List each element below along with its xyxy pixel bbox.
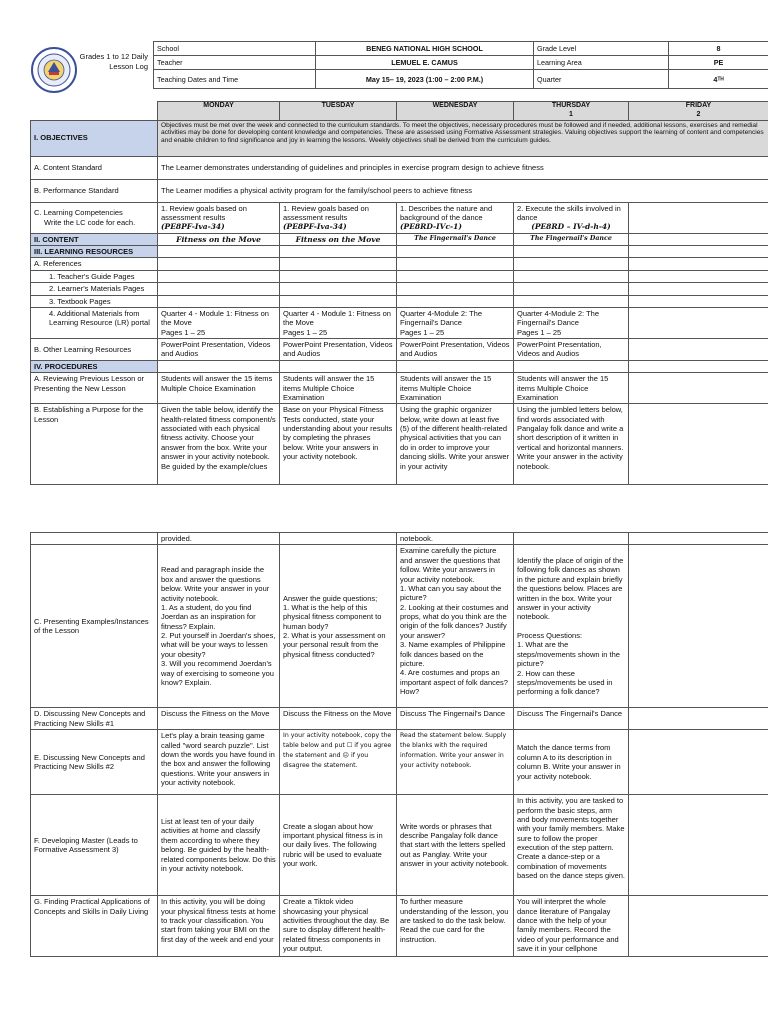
- procedure-g-thu: You will interpret the whole dance literature of Pangalay dance with the help of your family members. Record the video of your performance and save it in your cellphone: [514, 896, 629, 957]
- competency-mon-code: (PE8PF-Iva-34): [161, 222, 225, 232]
- day-thursday: [514, 102, 629, 121]
- other-resources-mon: PowerPoint Presentation, Videos and Audios: [158, 339, 280, 361]
- day-thursday-label: THURSDAY: [551, 102, 591, 109]
- quarter-value: 4ᵀᴴ: [669, 70, 768, 89]
- procedure-c-wed: Examine carefully the picture and answer the questions that follow. Write your answers in your activity notebook. 1. What can you say about the picture? 2. Looking at their costumes and props, what do you think are the origin of the folk dances? Justify your answer? 3. Name examples of Philippine folk dances based on the picture. 4. Are costumes and props an important aspect of folk dances? How?: [397, 545, 514, 708]
- procedure-a-mon: Students will answer the 15 items Multiple Choice Examination: [158, 373, 280, 404]
- competency-thu-code: (PE8RD – IV-d-h-4): [531, 222, 611, 232]
- procedure-f-wed: Write words or phrases that describe Pangalay folk dance that start with the letters spelled out as Panglay. Write your answer in your activity notebook.: [397, 795, 514, 896]
- dates-value: May 15– 19, 2023 (1:00 – 2:00 P.M.): [316, 70, 534, 89]
- procedure-e-wed: Read the statement below. Supply the blanks with the required information. Write your answer in your activity notebook.: [397, 730, 514, 795]
- procedure-f-label: F. Developing Master (Leads to Formative Assessment 3): [31, 795, 158, 896]
- procedure-f-mon: List at least ten of your daily activities at home and classify them according to where they belong. Be guided by the health-related components below. Do this in your activity notebook.: [158, 795, 280, 896]
- competency-thu: [514, 202, 629, 233]
- other-resources-wed: PowerPoint Presentation, Videos and Audios: [397, 339, 514, 361]
- procedure-f-thu: In this activity, you are tasked to perform the basic steps, arm and body movements together with your family members. Make sure to follow the proper execution of the step pattern. Create a dance-step or a combination of movements based on the dance steps given.: [514, 795, 629, 896]
- grade-level-value: 8: [669, 42, 768, 56]
- procedure-d-label: D. Discussing New Concepts and Practicing New Skills #1: [31, 708, 158, 730]
- procedure-a-thu: Students will answer the 15 items Multiple Choice Examination: [514, 373, 629, 404]
- procedure-a-tue: Students will answer the 15 items Multiple Choice Examination: [280, 373, 397, 404]
- day-wednesday: WEDNESDAY: [397, 102, 514, 121]
- procedure-d-tue: Discuss the Fitness on the Move: [280, 708, 397, 730]
- learning-area-label: Learning Area: [534, 56, 669, 70]
- teachers-guide-label: 1. Teacher's Guide Pages: [31, 270, 158, 282]
- procedure-e-label: E. Discussing New Concepts and Practicing New Skills #2: [31, 730, 158, 795]
- procedure-b-mon: Given the table below, identify the health-related fitness component/s associated with each physical fitness activity. Choose your answer from the box. Write your answer in your activity notebook. Be guided by the example/clues: [158, 404, 280, 485]
- procedure-d-wed: Discuss The Fingernail's Dance: [397, 708, 514, 730]
- day-monday: MONDAY: [158, 102, 280, 121]
- procedure-b-wed: Using the graphic organizer below, write down at least five (5) of the different health-related physical activities that you can do in order to improve your dancing skills. Write your answer in your activity: [397, 404, 514, 485]
- day-friday-num: 2: [696, 110, 701, 118]
- procedures-label: IV. PROCEDURES: [31, 360, 158, 372]
- competencies-label-line2: Write the LC code for each.: [44, 217, 136, 227]
- content-fri: [629, 233, 768, 245]
- competency-mon-text: 1. Review goals based on assessment results: [161, 203, 247, 222]
- performance-standard-text: The Learner modifies a physical activity program for the family/school peers to achieve fitness: [158, 179, 768, 202]
- day-thursday-num: 1: [569, 110, 573, 118]
- learners-materials-label: 2. Learner's Materials Pages: [31, 283, 158, 295]
- day-friday-label: FRIDAY: [685, 102, 712, 109]
- procedure-e-thu: Match the dance terms from column A to its description in column B. Write your answer in your activity notebook.: [514, 730, 629, 795]
- other-resources-thu: PowerPoint Presentation, Videos and Audios: [514, 339, 629, 361]
- competency-wed: [397, 202, 514, 233]
- competencies-label: [31, 202, 158, 233]
- objectives-text: Objectives must be met over the week and connected to the curriculum standards. To meet the objectives, necessary procedures must be followed and if needed, additional lessons, exercises and remedial activities may be done for developing content knowledge and competencies. These are assessed using Formative Assessment strategies. Valuing objectives support the learning of content and competencies and enable children to find significance and joy in learning the lessons. Weekly objectives shall be derived from the curriculum guides.: [158, 120, 768, 156]
- competency-tue: [280, 202, 397, 233]
- lesson-log-table-page2: [30, 532, 768, 957]
- content-standard-label: A. Content Standard: [31, 156, 158, 179]
- grade-level-label: Grade Level: [534, 42, 669, 56]
- procedure-c-mon: Read and paragraph inside the box and answer the questions below. Write your answer in your activity notebook. 1. As a student, do you find Joerdan as an inspiration for fitness? Explain. 2. Put yourself in Joerdan's shoes, what will be your ways to lessen your obesity? 3. Will you recommend Joerdan's way of exercising to someone you know? Explain.: [158, 545, 280, 708]
- procedure-b-label: B. Establishing a Purpose for the Lesson: [31, 404, 158, 485]
- performance-standard-label: B. Performance Standard: [31, 179, 158, 202]
- references-label: A. References: [31, 258, 158, 270]
- competency-tue-text: 1. Review goals based on assessment results: [283, 203, 369, 222]
- procedure-a-wed: Students will answer the 15 items Multiple Choice Examination: [397, 373, 514, 404]
- teacher-value: LEMUEL E. CAMUS: [316, 56, 534, 70]
- grades-label: Grades 1 to 12 Daily Lesson Log: [79, 52, 148, 71]
- additional-materials-label: 4. Additional Materials from Learning Resource (LR) portal: [31, 307, 158, 338]
- procedure-b-thu: Using the jumbled letters below, find words associated with Pangalay folk dance and write a short description of it written in vertical and horizontal manners. Write your answer in the activity notebook.: [514, 404, 629, 485]
- school-value: BENEG NATIONAL HIGH SCHOOL: [316, 42, 534, 56]
- procedure-g-wed: To further measure understanding of the lesson, you are tasked to do the task below. Read the cue card for the instruction.: [397, 896, 514, 957]
- school-label: School: [154, 42, 316, 56]
- objectives-label: I. OBJECTIVES: [31, 120, 158, 156]
- day-friday: [629, 102, 768, 121]
- competency-thu-text: 2. Execute the skills involved in dance: [517, 203, 621, 222]
- additional-materials-thu: Quarter 4-Module 2: The Fingernail's Dance Pages 1 – 25: [514, 307, 629, 338]
- procedure-f-tue: Create a slogan about how important physical fitness is in our daily lives. The following rubric will be used to evaluate your work.: [280, 795, 397, 896]
- additional-materials-mon: Quarter 4 - Module 1: Fitness on the Move Pages 1 – 25: [158, 307, 280, 338]
- procedure-d-thu: Discuss The Fingernail's Dance: [514, 708, 629, 730]
- additional-materials-wed: Quarter 4-Module 2: The Fingernail's Dance Pages 1 – 25: [397, 307, 514, 338]
- dates-label: Teaching Dates and Time: [154, 70, 316, 89]
- procedure-b-wed-cont: notebook.: [397, 533, 514, 545]
- procedure-g-mon: In this activity, you will be doing your physical fitness tests at home to track your classification. You start from taking your BMI on the first day of the week and end your: [158, 896, 280, 957]
- deped-seal-logo: [30, 46, 78, 94]
- teacher-label: Teacher: [154, 56, 316, 70]
- procedure-b-tue: Base on your Physical Fitness Tests conducted, state your understanding about your results by completing the phrases below. Write your answers in your activity notebook.: [280, 404, 397, 485]
- procedure-e-mon: Let's play a brain teasing game called "word search puzzle". List down the words you have found in the box and answer the following questions. Write your answers in your activity notebook.: [158, 730, 280, 795]
- content-tue: Fitness on the Move: [280, 233, 397, 245]
- competency-wed-code: (PE8RD-IVc-1): [400, 222, 462, 232]
- competencies-label-line1: C. Learning Competencies: [34, 208, 123, 218]
- procedure-c-tue: Answer the guide questions; 1. What is the help of this physical fitness component to human body? 2. What is your assessment on your personal result from the physical fitness conducted?: [280, 545, 397, 708]
- procedure-a-label: A. Reviewing Previous Lesson or Presenting the New Lesson: [31, 373, 158, 404]
- learning-area-value: PE: [669, 56, 768, 70]
- quarter-label: Quarter: [534, 70, 669, 89]
- content-mon: Fitness on the Move: [158, 233, 280, 245]
- content-standard-text: The Learner demonstrates understanding of guidelines and principles in exercise program design to achieve fitness: [158, 156, 768, 179]
- other-resources-label: B. Other Learning Resources: [31, 339, 158, 361]
- day-tuesday: TUESDAY: [280, 102, 397, 121]
- resources-label: III. LEARNING RESOURCES: [31, 246, 158, 258]
- additional-materials-tue: Quarter 4 - Module 1: Fitness on the Move Pages 1 – 25: [280, 307, 397, 338]
- competency-mon: [158, 202, 280, 233]
- competency-fri: [629, 202, 768, 233]
- procedure-g-label: G. Finding Practical Applications of Concepts and Skills in Daily Living: [31, 896, 158, 957]
- competency-wed-text: 1. Describes the nature and background of the dance: [400, 203, 493, 222]
- content-wed: The Fingernail's Dance: [397, 233, 514, 245]
- procedure-d-mon: Discuss the Fitness on the Move: [158, 708, 280, 730]
- procedure-b-mon-cont: provided.: [158, 533, 280, 545]
- textbook-label: 3. Textbook Pages: [31, 295, 158, 307]
- content-label: II. CONTENT: [31, 233, 158, 245]
- procedure-c-thu: Identify the place of origin of the following folk dances as shown in the picture and explain briefly the questions below. Places are written in the box. Write your answer in your activity notebook. Process Questions: 1. What are the steps/movements shown in the picture? 2. How can these steps/movements be used in performing a folk dance?: [514, 545, 629, 708]
- content-thu: The Fingernail's Dance: [514, 233, 629, 245]
- procedure-c-label: C. Presenting Examples/Instances of the Lesson: [31, 545, 158, 708]
- procedure-e-tue: In your activity notebook, copy the table below and put ☐ if you agree the statement and ☹ if you disagree the statement.: [280, 730, 397, 795]
- procedure-g-tue: Create a Tiktok video showcasing your physical activities throughout the day. Be sure to display different health-related fitness components in your output.: [280, 896, 397, 957]
- competency-tue-code: (PE8PF-Iva-34): [283, 222, 347, 232]
- other-resources-tue: PowerPoint Presentation, Videos and Audios: [280, 339, 397, 361]
- lesson-log-table-page1: [30, 101, 768, 485]
- header-table: [153, 41, 768, 89]
